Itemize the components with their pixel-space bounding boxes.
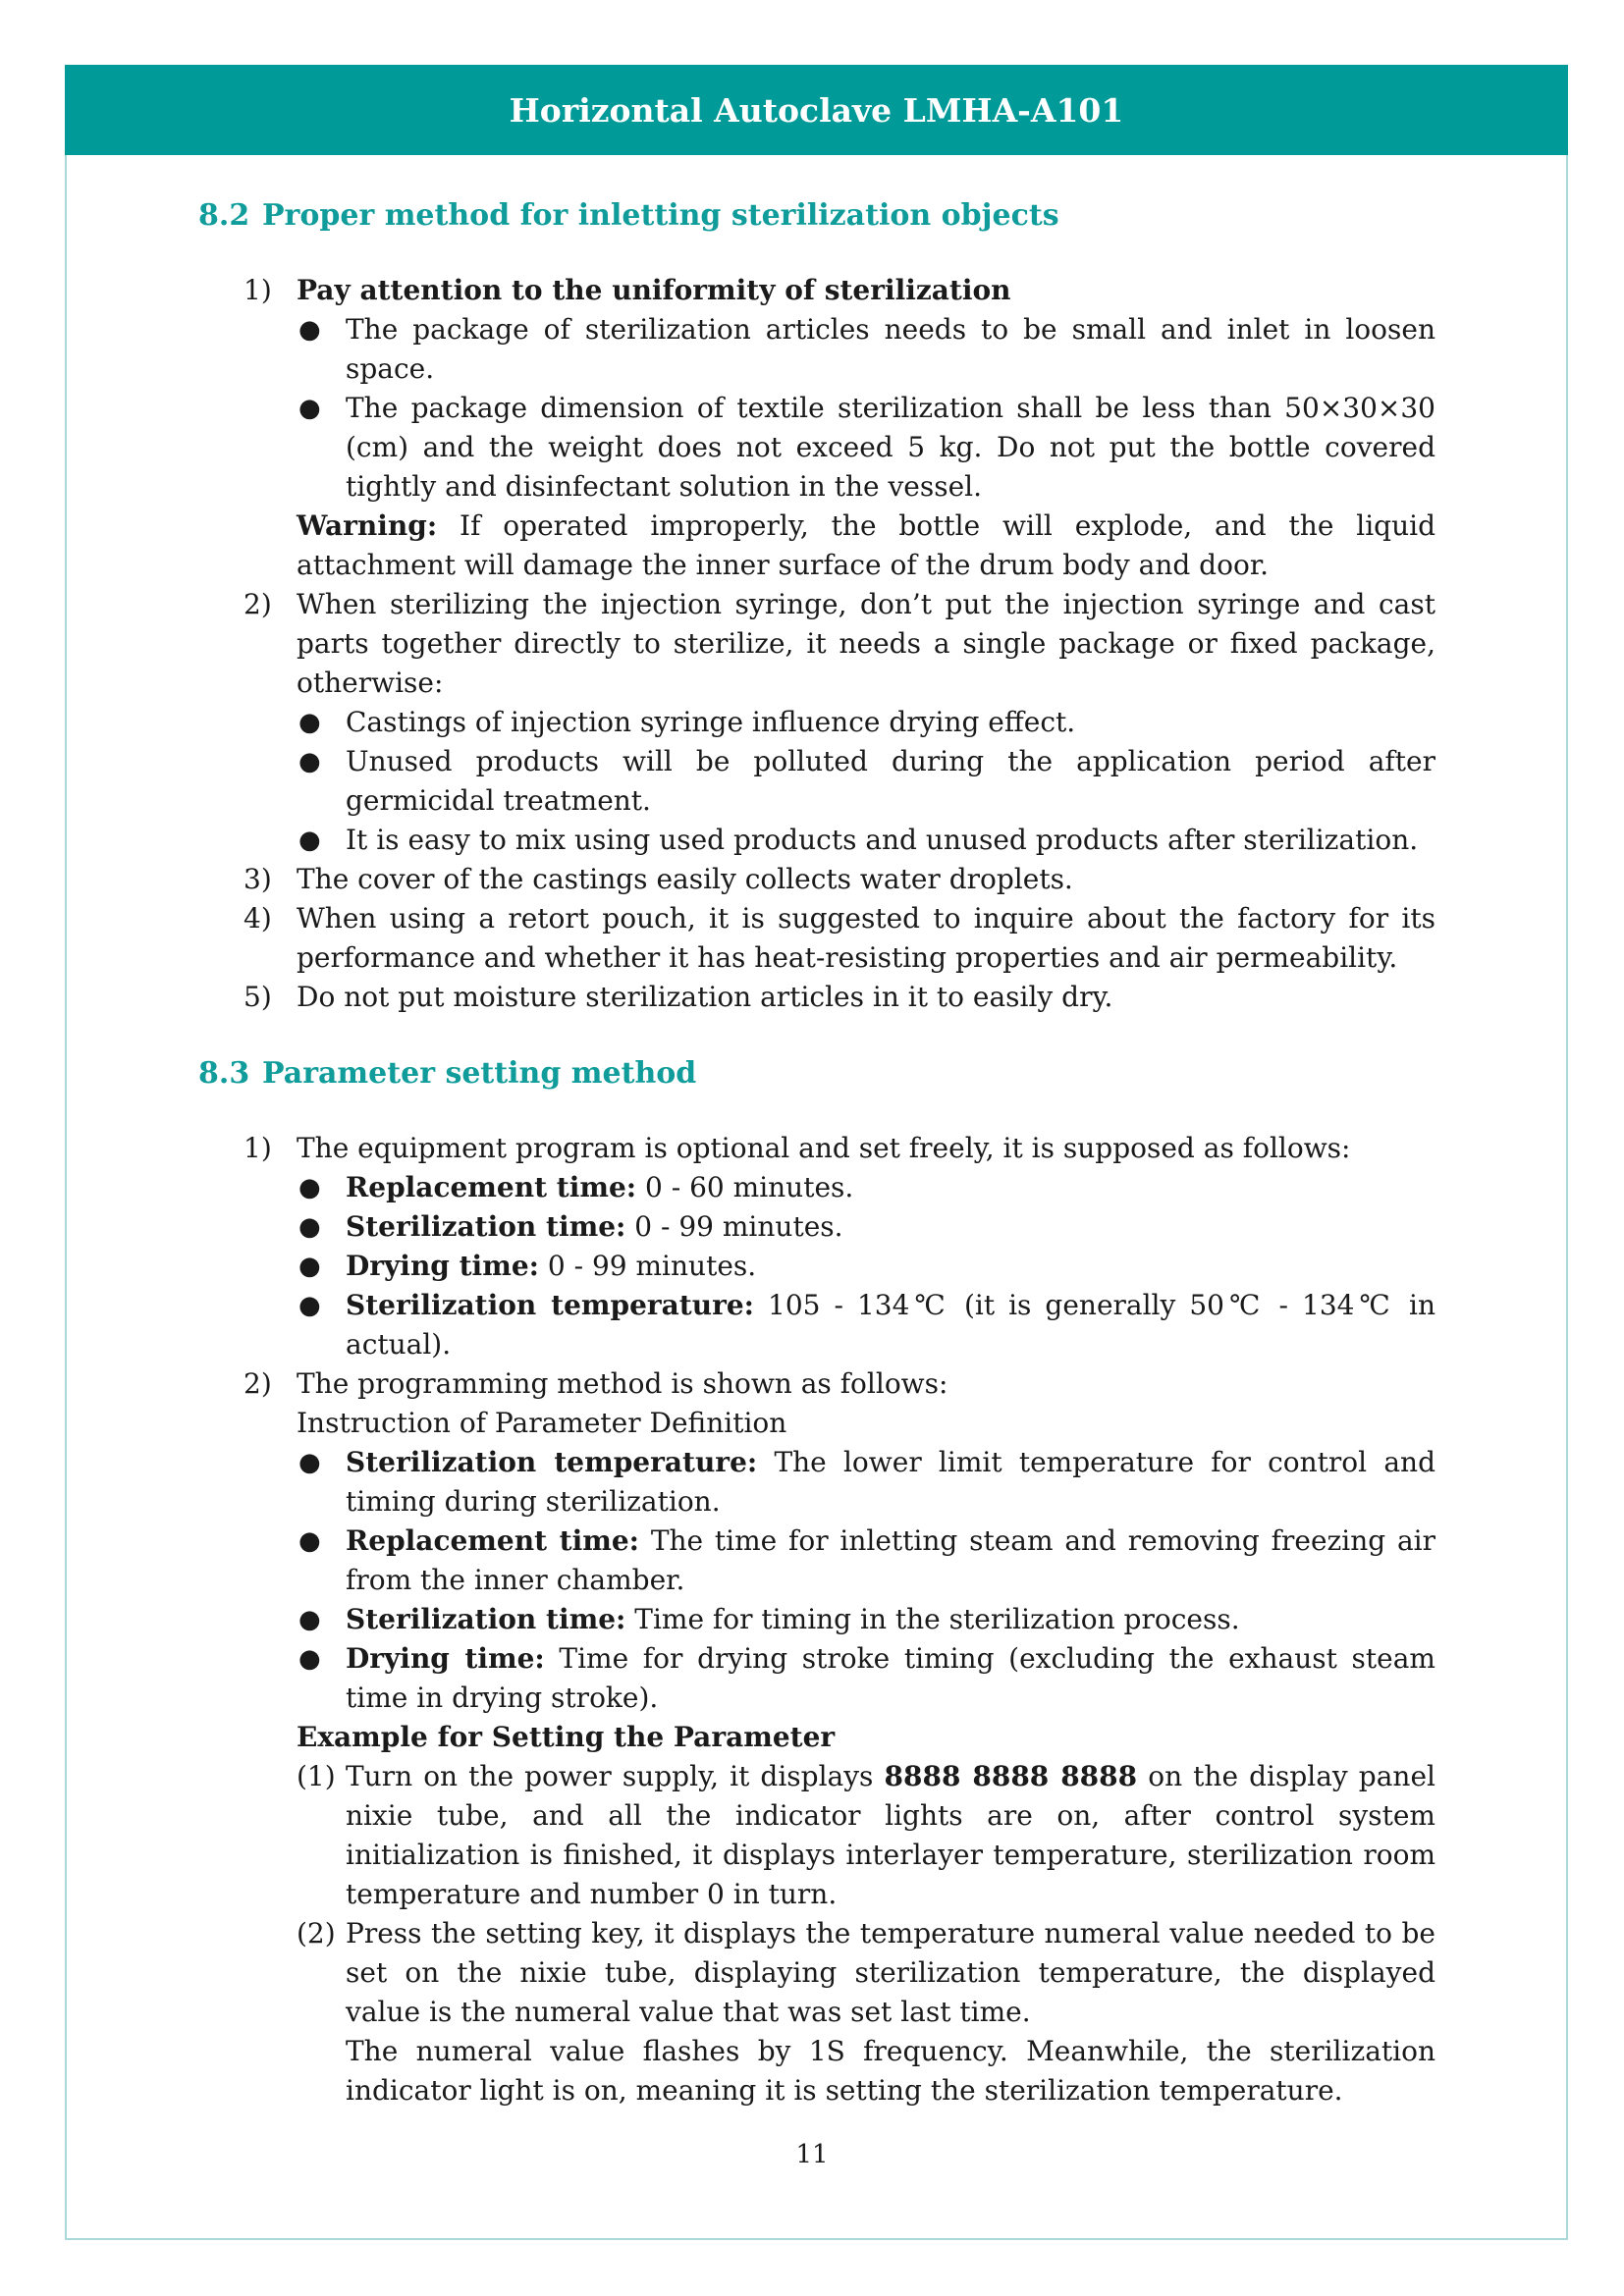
bullet-icon: ● (298, 1291, 321, 1320)
list-item (198, 978, 1435, 1017)
step-text: Press the setting key, it displays the temperature numeral value needed to be set on the nixie tube, displaying sterilization temperature, the displayed value is the numeral value that was set last time. (346, 1917, 1435, 2028)
bullet-text: The package of sterilization articles needs to be small and inlet in loosen space. (346, 313, 1435, 385)
bullet-icon: ● (298, 394, 321, 423)
step-text: on the display panel nixie tube, and all the indicator lights are on, after control system initialization is finished, it displays interlayer temperature, sterilization room temperature and number 0 in turn. (346, 1760, 1435, 1910)
example-heading-text: Example for Setting the Parameter (297, 1721, 836, 1753)
step-text: Turn on the power supply, it displays (346, 1760, 885, 1792)
item-title: Pay attention to the uniformity of sterilization (297, 274, 1011, 306)
list-marker: 2) (244, 588, 272, 620)
bullet-icon: ● (298, 1252, 321, 1281)
bullet-icon: ● (298, 708, 321, 737)
section-heading-8-3 (198, 1054, 1435, 1094)
list-item (198, 899, 1435, 978)
list-item (198, 271, 1435, 310)
bullet-item (198, 1600, 1435, 1639)
list-marker: 4) (244, 902, 272, 934)
bullet-text: Unused products will be polluted during the application period after germicidal treatment. (346, 745, 1435, 817)
bullet-item (198, 703, 1435, 742)
definition-label: Replacement time: (346, 1524, 640, 1557)
param-value: 105 - 134℃ (it is generally 50℃ - 134℃ in actual). (346, 1289, 1435, 1361)
step-marker: (1) (297, 1760, 336, 1792)
warning-text: If operated improperly, the bottle will explode, and the liquid attachment will damage the inner surface of the drum body and door. (297, 509, 1435, 581)
bullet-icon: ● (298, 1644, 321, 1674)
step-marker: (2) (297, 1917, 336, 1949)
bullet-item (198, 389, 1435, 507)
item-text: When using a retort pouch, it is suggested to inquire about the factory for its performance and whether it has heat-resisting properties and air permeability. (297, 902, 1435, 974)
step-continuation: The numeral value flashes by 1S frequency. Meanwhile, the sterilization indicator light is on, meaning it is setting the sterilization temperature. (346, 2035, 1435, 2107)
page-content (198, 196, 1435, 2110)
item-text: Do not put moisture sterilization articles in it to easily dry. (297, 981, 1113, 1013)
bullet-icon: ● (298, 1526, 321, 1556)
list-item (198, 860, 1435, 899)
item-text: The equipment program is optional and set freely, it is supposed as follows: (297, 1132, 1351, 1164)
bullet-item (198, 1639, 1435, 1718)
document-title: Horizontal Autoclave LMHA-A101 (509, 90, 1124, 130)
definition-text: The time for inletting steam and removing freezing air from the inner chamber. (346, 1524, 1436, 1596)
section-title: Parameter setting method (262, 1056, 697, 1091)
bullet-item (198, 1443, 1435, 1522)
bullet-item (198, 310, 1435, 389)
page-number: 11 (795, 2140, 829, 2169)
warning-note (198, 507, 1435, 585)
bullet-icon: ● (298, 826, 321, 855)
item-text: The cover of the castings easily collects water droplets. (297, 863, 1073, 895)
bullet-icon: ● (298, 1448, 321, 1477)
example-step (198, 1757, 1435, 1914)
list-item (198, 1129, 1435, 1168)
list-item (198, 1364, 1435, 1404)
display-code: 8888 8888 8888 (884, 1760, 1138, 1792)
definition-text: Time for timing in the sterilization process. (625, 1603, 1240, 1635)
list-marker: 3) (244, 863, 272, 895)
definition-label: Drying time: (346, 1642, 545, 1675)
bullet-icon: ● (298, 1173, 321, 1202)
param-value: 0 - 99 minutes. (538, 1250, 757, 1282)
example-step (198, 1914, 1435, 2032)
subheading: Instruction of Parameter Definition (297, 1407, 787, 1439)
list-marker: 2) (244, 1367, 272, 1400)
warning-label: Warning: (297, 509, 438, 542)
example-heading (198, 1718, 1435, 1757)
bullet-icon: ● (298, 315, 321, 345)
bullet-text: It is easy to mix using used products and unused products after sterilization. (346, 824, 1419, 856)
param-label: Drying time: (346, 1250, 539, 1282)
item-text: The programming method is shown as follows: (297, 1367, 948, 1400)
bullet-icon: ● (298, 1605, 321, 1634)
item-text: When sterilizing the injection syringe, don’t put the injection syringe and cast parts together directly to sterilize, it needs a single package or fixed package, otherwise: (297, 588, 1435, 699)
bullet-item (198, 1207, 1435, 1247)
bullet-icon: ● (298, 747, 321, 776)
list-item (198, 585, 1435, 703)
header-banner (65, 65, 1568, 155)
bullet-item (198, 1522, 1435, 1600)
list-marker: 5) (244, 981, 272, 1013)
list-marker: 1) (244, 274, 272, 306)
bullet-item (198, 821, 1435, 860)
bullet-item (198, 1168, 1435, 1207)
section-title: Proper method for inletting sterilization objects (262, 198, 1059, 233)
definition-label: Sterilization temperature: (346, 1446, 758, 1478)
section-number: 8.2 (198, 198, 250, 233)
param-label: Sterilization time: (346, 1210, 626, 1243)
list-marker: 1) (244, 1132, 272, 1164)
param-value: 0 - 60 minutes. (636, 1171, 854, 1203)
bullet-icon: ● (298, 1212, 321, 1242)
param-value: 0 - 99 minutes. (625, 1210, 843, 1243)
param-label: Replacement time: (346, 1171, 637, 1203)
definition-label: Sterilization time: (346, 1603, 626, 1635)
bullet-item (198, 1286, 1435, 1364)
section-number: 8.3 (198, 1056, 250, 1091)
section-heading-8-2 (198, 196, 1435, 236)
param-label: Sterilization temperature: (346, 1289, 754, 1321)
definition-text: Time for drying stroke timing (excluding the exhaust steam time in drying stroke). (346, 1642, 1435, 1714)
bullet-item (198, 742, 1435, 821)
bullet-text: The package dimension of textile sterilization shall be less than 50×30×30 (cm) and the weight does not exceed 5 kg. Do not put the bottle covered tightly and disinfectant solution in the vessel. (346, 392, 1435, 503)
definition-text: The lower limit temperature for control and timing during sterilization. (346, 1446, 1435, 1518)
bullet-text: Castings of injection syringe influence drying effect. (346, 706, 1076, 738)
bullet-item (198, 1247, 1435, 1286)
